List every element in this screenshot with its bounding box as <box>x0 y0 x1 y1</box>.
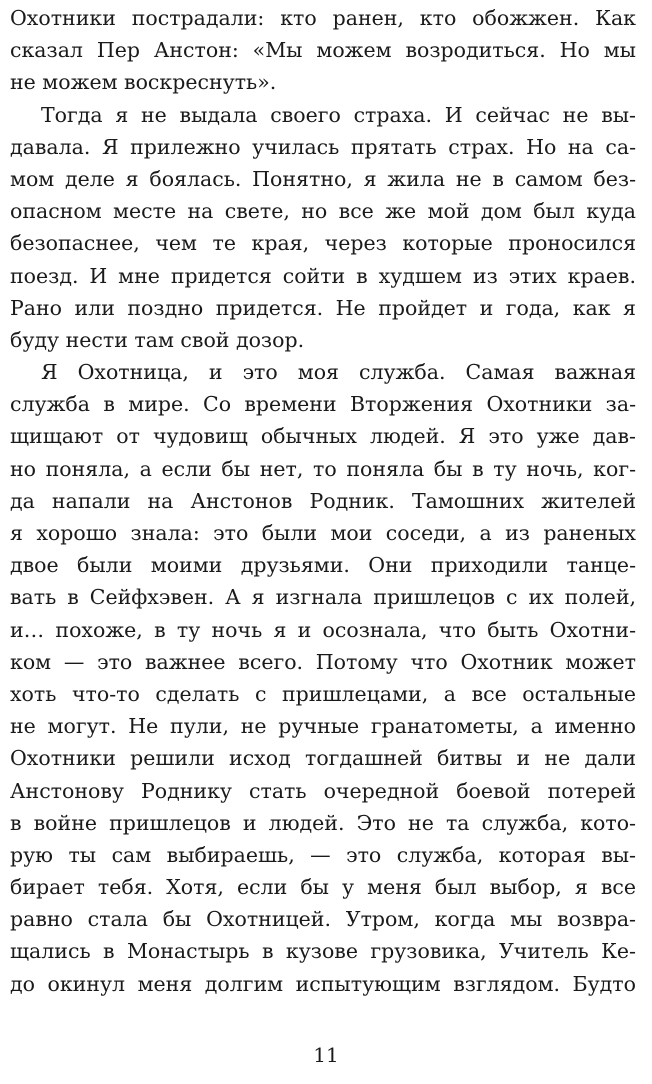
text-line: давала. Я прилежно училась прятать страх. Но на са- <box>10 134 636 159</box>
text-line: не можем воскреснуть». <box>10 70 277 95</box>
text-line: равно стала бы Охотницей. Утром, когда мы возвра- <box>10 907 636 932</box>
text-line: Охотники решили исход тогдашней битвы и не дали <box>10 746 636 771</box>
text-line: Анстонову Роднику стать очередной боевой потерей <box>10 778 636 803</box>
text-line: до окинул меня долгим испытующим взглядом. Будто <box>10 971 636 996</box>
page-number: 11 <box>313 1043 339 1067</box>
text-line: рую ты сам выбираешь, — это служба, которая вы- <box>10 842 636 867</box>
text-line: щищают от чудовищ обычных людей. Я это уже дав- <box>10 424 636 449</box>
text-line: и… похоже, в ту ночь я и осознала, что быть Охотни- <box>10 617 636 642</box>
text-line: мом деле я боялась. Понятно, я жила не в самом без- <box>10 166 636 191</box>
text-line: да напали на Анстонов Родник. Тамошних жителей <box>10 488 636 513</box>
text-line: щались в Монастырь в кузове грузовика, Учитель Ке- <box>10 939 636 964</box>
body-text <box>10 2 636 1000</box>
text-line: Тогда я не выдала своего страха. И сейчас не вы- <box>41 102 636 127</box>
text-line: служба в мире. Со времени Вторжения Охотники за- <box>10 392 636 417</box>
text-line: сказал Пер Анстон: «Мы можем возродиться. Но мы <box>10 38 636 63</box>
text-line: буду нести там свой дозор. <box>10 327 305 352</box>
text-line: поезд. И мне придется сойти в худшем из этих краев. <box>10 263 636 288</box>
text-line: я хорошо знала: это были мои соседи, а из раненых <box>10 521 636 545</box>
text-line: вать в Сейфхэвен. А я изгнала пришлецов с их полей, <box>10 585 636 610</box>
text-line: Я Охотница, и это моя служба. Самая важная <box>41 360 636 385</box>
text-line: опасном месте на свете, но все же мой дом был куда <box>10 199 636 224</box>
text-line: бирает тебя. Хотя, если бы у меня был выбор, я все <box>10 875 636 900</box>
text-line: хоть что-то сделать с пришлецами, а все остальные <box>10 681 636 706</box>
text-line: не могут. Не пули, не ручные гранатометы, а именно <box>10 714 636 739</box>
text-line: двое были моими друзьями. Они приходили танце- <box>10 553 636 578</box>
text-line: Рано или поздно придется. Не пройдет и года, как я <box>10 295 636 320</box>
text-line: Охотники пострадали: кто ранен, кто обожжен. Как <box>10 6 636 30</box>
text-line: в войне пришлецов и людей. Это не та служба, кото- <box>10 810 636 835</box>
text-line: ком — это важнее всего. Потому что Охотник может <box>10 649 636 674</box>
text-line: но поняла, а если бы нет, то поняла бы в ту ночь, ког- <box>10 456 636 481</box>
text-line: безопаснее, чем те края, через которые проносился <box>10 231 636 256</box>
